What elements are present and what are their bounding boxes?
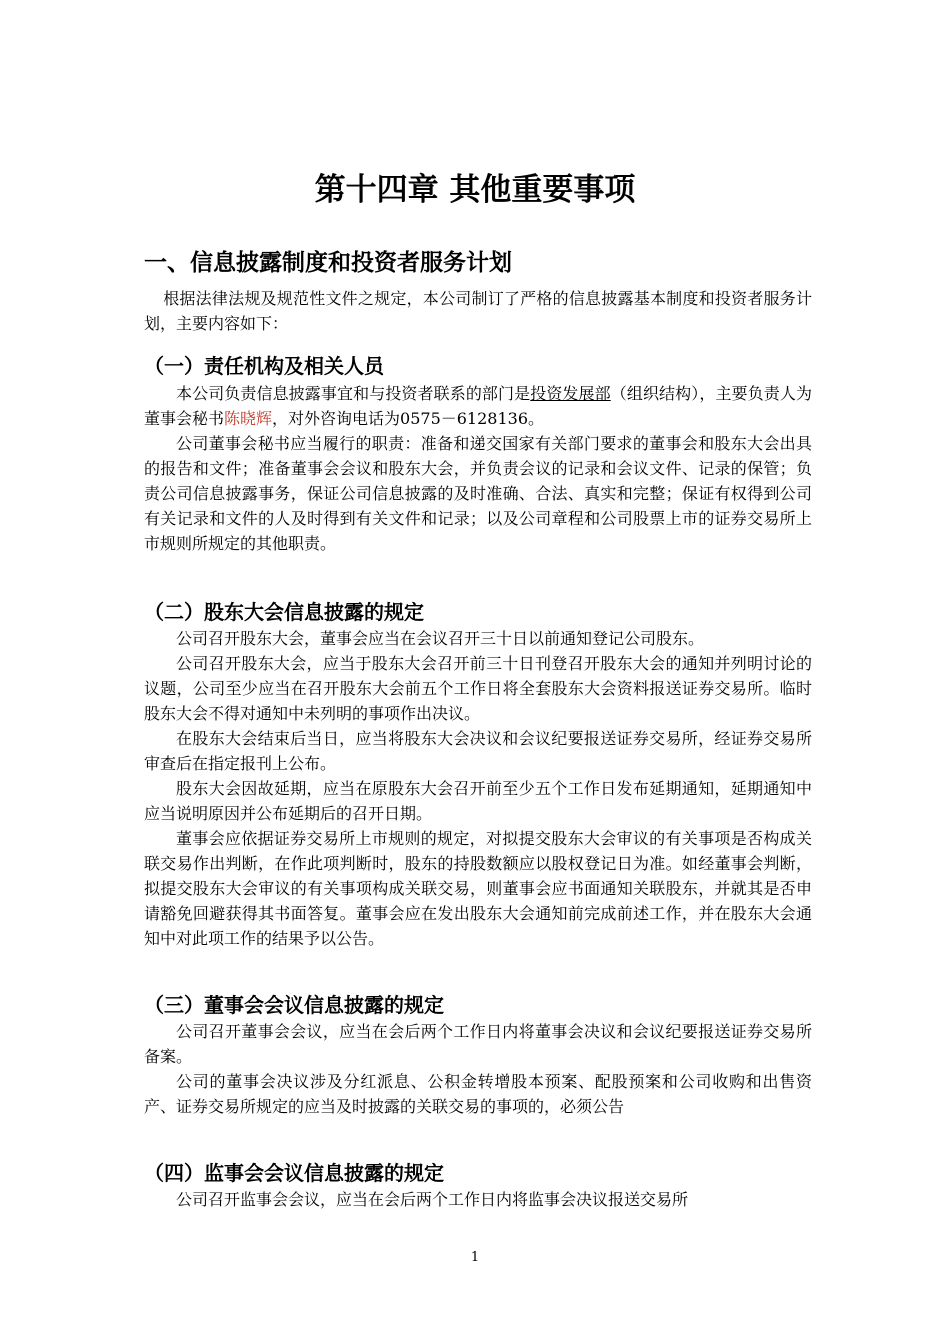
- shareholder-meeting-paragraph-1: 公司召开股东大会，董事会应当在会议召开三十日以前通知登记公司股东。: [176, 629, 705, 648]
- section-title-disclosure-system: 一、信息披露制度和投资者服务计划: [144, 250, 512, 276]
- page-number: 1: [470, 1250, 480, 1265]
- board-meeting-paragraph-1: 公司召开董事会会议，应当在会后两个工作日内将董事会决议和会议纪要报送证券交易所备案。: [144, 1022, 812, 1066]
- department-name: 投资发展部: [530, 384, 611, 403]
- supervisory-meeting-paragraph-1: 公司召开监事会会议，应当在会后两个工作日内将监事会决议报送交易所: [176, 1190, 689, 1209]
- shareholder-meeting-paragraph-5: 董事会应依据证券交易所上市规则的规定，对拟提交股东大会审议的有关事项是否构成关联交易作出判断，在作此项判断时，股东的持股数额应以股权登记日为准。如经董事会判断，拟提交股东大会审议的有关事项构成关联交易，则董事会应书面通知关联股东，并就其是否申请豁免回避获得其书面答复。董事会应在发出股东大会通知前完成前述工作，并在股东大会通知中对此项工作的结果予以公告。: [144, 829, 812, 948]
- secretary-duties-paragraph: 公司董事会秘书应当履行的职责：准备和递交国家有关部门要求的董事会和股东大会出具的报告和文件；准备董事会会议和股东大会，并负责会议的记录和会议文件、记录的保管；负责公司信息披露事务，保证公司信息披露的及时准确、合法、真实和完整；保证有权得到公司有关记录和文件的人及时得到有关文件和记录；以及公司章程和公司股票上市的证券交易所上市规则所规定的其他职责。: [144, 434, 812, 553]
- responsible-body-text-mid: （组织结构），主要负责人为董事会秘书: [144, 384, 812, 428]
- responsible-body-paragraph: [144, 381, 812, 431]
- shareholder-meeting-paragraph-2: 公司召开股东大会，应当于股东大会召开前三十日刊登召开股东大会的通知并列明讨论的议题，公司至少应当在召开股东大会前五个工作日将全套股东大会资料报送证券交易所。临时股东大会不得对通知中未列明的事项作出决议。: [144, 654, 812, 723]
- subsection-title-board-meeting: （三）董事会会议信息披露的规定: [144, 993, 444, 1017]
- secretary-name: 陈晓辉: [224, 409, 273, 428]
- board-meeting-paragraph-2: 公司的董事会决议涉及分红派息、公积金转增股本预案、配股预案和公司收购和出售资产、证券交易所规定的应当及时披露的关联交易的事项的，必须公告: [144, 1072, 812, 1116]
- shareholder-meeting-paragraph-3: 在股东大会结束后当日，应当将股东大会决议和会议纪要报送证券交易所，经证券交易所审查后在指定报刊上公布。: [144, 729, 812, 773]
- subsection-title-shareholder-meeting: （二）股东大会信息披露的规定: [144, 600, 424, 624]
- chapter-title: 第十四章 其他重要事项: [314, 172, 636, 208]
- responsible-body-text-end: ，对外咨询电话为0575－6128136。: [272, 409, 545, 428]
- responsible-body-text-start: 本公司负责信息披露事宜和与投资者联系的部门是: [176, 384, 531, 403]
- section-intro-paragraph: 根据法律法规及规范性文件之规定，本公司制订了严格的信息披露基本制度和投资者服务计划，主要内容如下：: [144, 289, 812, 333]
- shareholder-meeting-paragraph-4: 股东大会因故延期，应当在原股东大会召开前至少五个工作日发布延期通知，延期通知中应当说明原因并公布延期后的召开日期。: [144, 779, 812, 823]
- subsection-title-supervisory-meeting: （四）监事会会议信息披露的规定: [144, 1161, 444, 1185]
- subsection-title-responsible-body: （一）责任机构及相关人员: [144, 354, 384, 378]
